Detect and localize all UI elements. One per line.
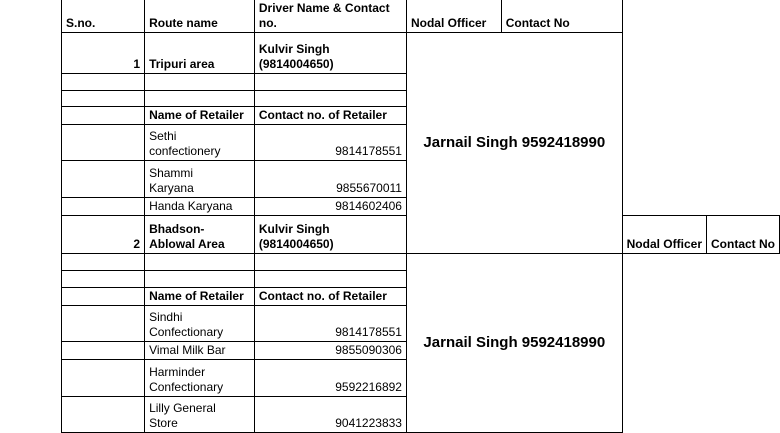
retailer-name-line1: Shammi (149, 166, 194, 180)
retailer-phone: 9855090306 (254, 342, 406, 360)
route-2-driver-phone: (9814004650) (258, 237, 334, 251)
empty-cell (254, 74, 406, 91)
retailer-phone: 9814602406 (254, 198, 406, 216)
header-sno: S.no. (62, 0, 145, 33)
retailer-route-table (61, 0, 780, 433)
header-driver-line1: Driver Name & Contact (258, 1, 390, 15)
empty-cell (62, 125, 145, 161)
retailer-name-line1: Lilly General (149, 401, 216, 415)
route-2-sno: 2 (62, 216, 145, 254)
header-contact-no: Contact No (501, 0, 622, 33)
header-row (62, 0, 780, 33)
empty-cell (145, 91, 255, 107)
retailer-phone: 9041223833 (254, 397, 406, 433)
route-1-driver (254, 33, 406, 74)
retailer-name-line1: Harminder (149, 365, 206, 379)
retailer-name-line1: Sindhi (149, 310, 183, 324)
route-1-retailer-header: Name of Retailer (145, 107, 255, 125)
empty-cell (62, 360, 145, 397)
retailer-phone: 9592216892 (254, 360, 406, 397)
route-2-spacer-a (62, 254, 780, 271)
retailer-name (145, 397, 255, 433)
empty-cell (254, 271, 406, 288)
route-1-sno: 1 (62, 33, 145, 74)
route-2-name-line1: Bhadson- (149, 222, 205, 236)
retailer-name-line2: Store (149, 416, 178, 430)
retailer-phone: 9855670011 (254, 161, 406, 198)
empty-cell (62, 342, 145, 360)
empty-cell (62, 91, 145, 107)
empty-cell (62, 74, 145, 91)
empty-cell (145, 271, 255, 288)
route-1-nodal-officer: Jarnail Singh 9592418990 (406, 33, 622, 254)
retailer-name-line2: Confectionary (149, 325, 224, 339)
retailer-name (145, 306, 255, 342)
retailer-name-line1: Sethi (149, 129, 177, 143)
header-driver (254, 0, 406, 33)
empty-cell (62, 271, 145, 288)
empty-cell (62, 254, 145, 271)
empty-cell (62, 161, 145, 198)
empty-cell (62, 397, 145, 433)
retailer-name (145, 125, 255, 161)
route-1-driver-name: Kulvir Singh (258, 42, 330, 56)
empty-cell (254, 91, 406, 107)
empty-cell (62, 288, 145, 306)
retailer-name: Handa Karyana (145, 198, 255, 216)
retailer-name-line2: confectionery (149, 144, 221, 158)
empty-cell (145, 254, 255, 271)
retailer-name-line2: Confectionary (149, 380, 224, 394)
retailer-name-line2: Karyana (149, 181, 194, 195)
retailer-phone: 9814178551 (254, 306, 406, 342)
empty-cell (62, 306, 145, 342)
route-2-nodal-officer-label: Nodal Officer (622, 216, 706, 254)
header-driver-line2: no. (258, 16, 277, 30)
route-2-driver-name: Kulvir Singh (258, 222, 330, 236)
empty-cell (62, 107, 145, 125)
empty-cell (254, 254, 406, 271)
route-2-retailer-header: Name of Retailer (145, 288, 255, 306)
header-nodal-officer: Nodal Officer (406, 0, 501, 33)
route-2-name (145, 216, 255, 254)
route-1-name: Tripuri area (145, 33, 255, 74)
route-2-nodal-officer: Jarnail Singh 9592418990 (406, 254, 622, 433)
retailer-name (145, 360, 255, 397)
route-1-driver-phone: (9814004650) (258, 57, 334, 71)
route-2-retailer-contact-header: Contact no. of Retailer (254, 288, 406, 306)
route-2-driver (254, 216, 406, 254)
route-2-contact-no-label: Contact No (707, 216, 780, 254)
route-1-row (62, 33, 780, 74)
route-1-retailer-contact-header: Contact no. of Retailer (254, 107, 406, 125)
header-route-name: Route name (145, 0, 255, 33)
route-2-name-line2: Ablowal Area (149, 237, 225, 251)
retailer-name (145, 161, 255, 198)
retailer-name: Vimal Milk Bar (145, 342, 255, 360)
empty-cell (62, 198, 145, 216)
retailer-phone: 9814178551 (254, 125, 406, 161)
empty-cell (145, 74, 255, 91)
